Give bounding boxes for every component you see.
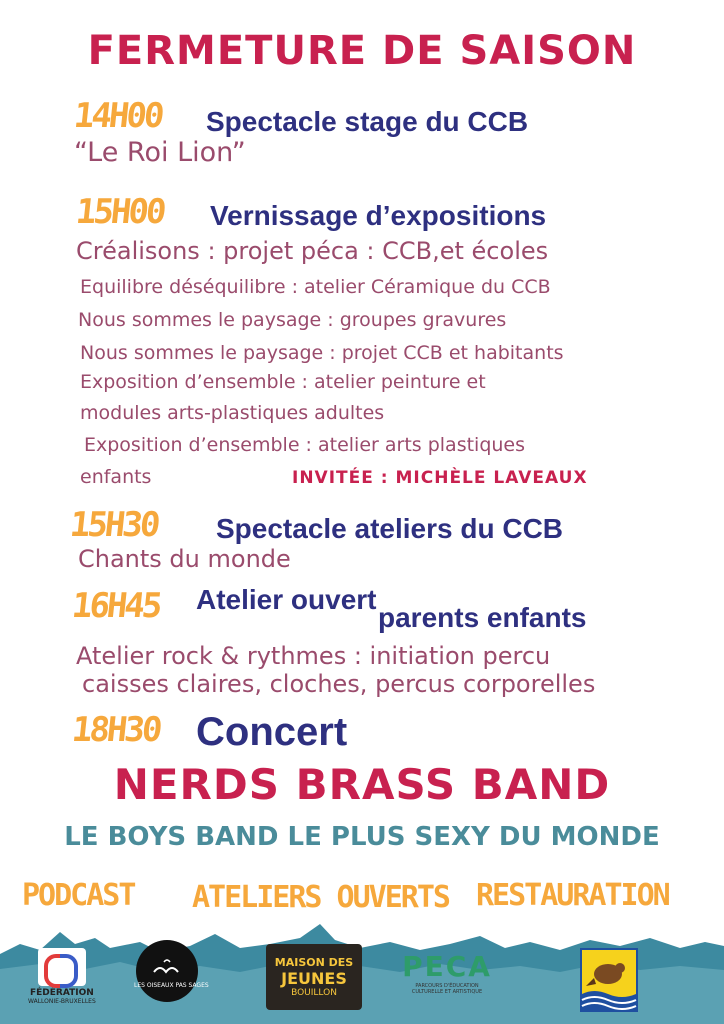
peca-sub: PARCOURS D'ÉDUCATION CULTURELLE ET ARTISTIQUE — [411, 983, 483, 995]
event-time: 14H00 — [71, 96, 164, 136]
event-heading: Spectacle stage du CCB — [206, 106, 529, 137]
extra-restauration: RESTAURATION — [476, 878, 669, 913]
event-subtitle: “Le Roi Lion” — [74, 137, 246, 168]
event-line: Nous sommes le paysage : projet CCB et habitants — [80, 342, 564, 364]
event-subtitle: Chants du monde — [78, 545, 291, 573]
extra-podcast: PODCAST — [22, 878, 135, 913]
beaver-icon — [580, 948, 638, 1012]
event-line: Nous sommes le paysage : groupes gravures — [78, 309, 507, 331]
event-time: 16H45 — [69, 586, 162, 626]
extra-ateliers: ATELIERS OUVERTS — [192, 880, 449, 915]
maison-jeunes-logo — [266, 944, 362, 1010]
event-heading-2: parents enfants — [378, 602, 587, 633]
event-time: 18H30 — [69, 710, 162, 750]
event-time: 15H00 — [73, 192, 166, 232]
event-line: modules arts-plastiques adultes — [80, 402, 385, 424]
page-title: FERMETURE DE SAISON — [87, 28, 637, 74]
birds-icon — [134, 938, 209, 1004]
guest-invite: INVITÉE : MICHÈLE LAVEAUX — [292, 468, 588, 488]
oiseaux-label: LES OISEAUX PAS SAGES — [134, 982, 209, 989]
maison-line3: BOUILLON — [291, 988, 337, 998]
event-heading: Concert — [196, 710, 348, 754]
peca-letters: PECA — [402, 950, 492, 983]
event-line: Atelier rock & rythmes : initiation percu — [76, 642, 551, 670]
peca-mark — [402, 950, 492, 983]
event-heading: Atelier ouvert — [196, 584, 377, 615]
event-line: enfants — [80, 466, 152, 488]
maison-jeunes-mark — [266, 944, 362, 1010]
peca-logo — [402, 950, 492, 995]
event-time: 15H30 — [67, 505, 160, 545]
federation-label: FÉDÉRATION — [29, 988, 94, 998]
event-heading: Spectacle ateliers du CCB — [216, 513, 564, 544]
band-tagline: LE BOYS BAND LE PLUS SEXY DU MONDE — [64, 822, 660, 852]
event-line: Equilibre déséquilibre : atelier Céramique du CCB — [80, 276, 551, 298]
event-line: Exposition d’ensemble : atelier peinture et — [80, 371, 486, 393]
event-subtitle: Créalisons : projet péca : CCB,et écoles — [76, 237, 549, 265]
federation-sub: WALLONIE-BRUXELLES — [28, 998, 96, 1005]
federation-mark — [38, 948, 86, 986]
band-name: NERDS BRASS BAND — [113, 760, 611, 809]
federation-logo — [28, 948, 96, 1005]
footer-band — [0, 914, 724, 1024]
event-heading: Vernissage d’expositions — [210, 200, 547, 231]
maison-line1: MAISON DES — [274, 956, 354, 969]
maison-line2: JEUNES — [281, 969, 347, 988]
oiseaux-logo — [134, 938, 209, 1004]
event-line: caisses claires, cloches, percus corporelles — [82, 670, 596, 698]
beaver-shield-logo — [580, 948, 638, 1012]
event-line: Exposition d’ensemble : atelier arts plastiques — [84, 434, 526, 456]
